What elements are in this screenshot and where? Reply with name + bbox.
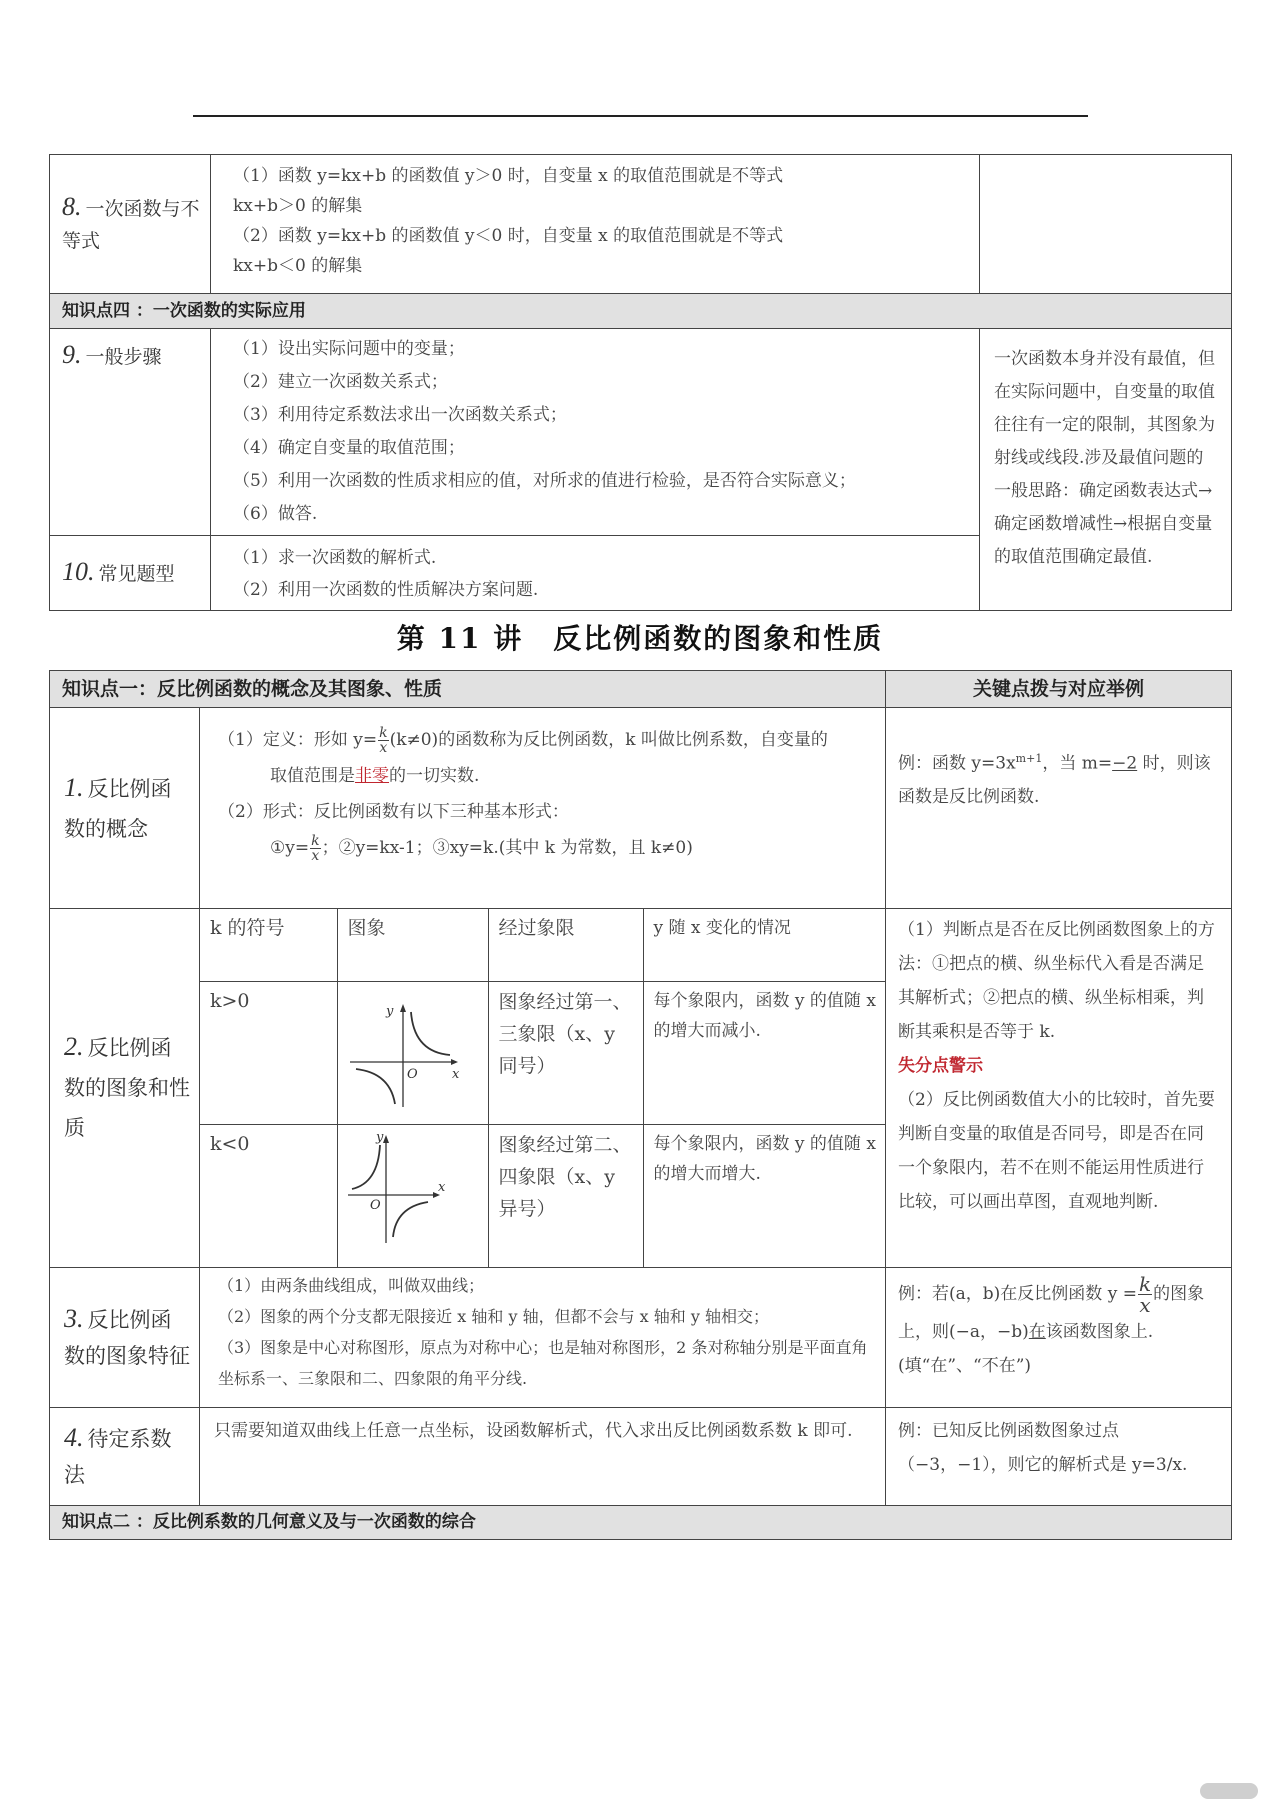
side-header: 关键点拨与对应举例 xyxy=(886,671,1232,708)
row-content-10: （1）求一次函数的解析式. （2）利用一次函数的性质解决方案问题. xyxy=(211,536,980,611)
svg-text:x: x xyxy=(451,1066,459,1082)
step: （1）设出实际问题中的变量； xyxy=(233,339,465,359)
row-content-3: （1）由两条曲线组成，叫做双曲线； （2）图象的两个分支都无限接近 x 轴和 y 轴，但都不会与 x 轴和 y 轴相交； （3）图象是中心对称图形，原点为对称中心；也是轴对称图形，2 条对称轴分别是平面直角坐标系一、三象限和二、四象限的角平分线. xyxy=(200,1267,886,1407)
row-note-8 xyxy=(980,155,1232,294)
head-change: y 随 x 变化的情况 xyxy=(643,909,886,981)
svg-text:y: y xyxy=(385,1003,393,1019)
row-content-8: （1）函数 y=kx+b 的函数值 y＞0 时，自变量 x 的取值范围就是不等式 kx+b＞0 的解集 （2）函数 y=kx+b 的函数值 y＜0 时，自变量 x 的取值范围就是不等式 kx+b＜0 的解集 xyxy=(211,155,980,294)
linear-function-table xyxy=(49,154,1232,611)
nonzero-highlight: 非零 xyxy=(355,766,389,786)
step: （4）确定自变量的取值范围； xyxy=(233,438,465,458)
k-negative: k<0 xyxy=(200,1124,337,1267)
row-note-9: 一次函数本身并没有最值，但在实际问题中，自变量的取值往往有一定的限制，其图象为射线或线段.涉及最值问题的一般思路：确定函数表达式→确定函数增减性→根据自变量的取值范围确定最值. xyxy=(980,329,1232,611)
quadrant-positive: 图象经过第一、三象限（x、y 同号） xyxy=(488,981,643,1124)
section-header-2: 知识点二 ：反比例系数的几何意义及与一次函数的综合 xyxy=(50,1505,1232,1539)
head-k: k 的符号 xyxy=(200,909,337,981)
row-label-3: 3. 反比例函数的图象特征 xyxy=(50,1267,200,1407)
scrollbar-indicator[interactable] xyxy=(1200,1783,1258,1799)
step: （5）利用一次函数的性质求相应的值，对所求的值进行检验，是否符合实际意义； xyxy=(233,471,856,491)
hyperbola-negative-graph xyxy=(338,1125,489,1258)
forms-line: ①y= $\frac{k}{x}$ ；②y=kx-1；③xy=k.(其中 k 为常数，且 k≠0) xyxy=(270,833,693,864)
fraction: $\frac{k}{x}$ xyxy=(379,725,388,756)
inverse-function-table xyxy=(49,670,1232,1540)
change-negative: 每个象限内，函数 y 的值随 x 的增大而增大. xyxy=(643,1124,886,1267)
domain-line: 取值范围是非零的一切实数. xyxy=(270,766,480,786)
row-label-9: 9. 一般步骤 xyxy=(50,329,211,536)
fraction: $\frac{k}{x}$ xyxy=(1138,1271,1152,1317)
head-quadrant: 经过象限 xyxy=(488,909,643,981)
row-label-10: 10. 常见题型 xyxy=(50,536,211,611)
row-content-4: 只需要知道双曲线上任意一点坐标，设函数解析式，代入求出反比例函数系数 k 即可. xyxy=(200,1407,886,1505)
row-content-1: （1）定义：形如 y= $\frac{k}{x}$ (k≠0)的函数称为反比例函数，k 叫做比例系数，自变量的 取值范围是非零的一切实数. （2）形式：反比例函数有以下三种基本形式： ①y= $\frac{k}{x}$ ；②y=kx-1；③xy=k.(其中 k 为常数，且 k≠0) xyxy=(200,708,886,909)
definition-line: （1）定义：形如 y= $\frac{k}{x}$ (k≠0)的函数称为反比例函数，k 叫做比例系数，自变量的 xyxy=(218,725,828,756)
graph-negative xyxy=(337,1124,488,1267)
svg-text:O: O xyxy=(406,1066,418,1082)
section-header-1: 知识点一：反比例函数的概念及其图象、性质 xyxy=(50,671,886,708)
row-label-8: 8. 一次函数与不等式 xyxy=(50,155,211,294)
property-cell xyxy=(200,909,886,1268)
fraction: $\frac{k}{x}$ xyxy=(311,833,320,864)
quadrant-negative: 图象经过第二、四象限（x、y 异号） xyxy=(488,1124,643,1267)
k-positive: k>0 xyxy=(200,981,337,1124)
hyperbola-positive-graph xyxy=(338,982,489,1115)
property-table xyxy=(200,909,886,1267)
header-rule xyxy=(193,115,1088,117)
row-content-9 xyxy=(211,329,980,536)
row-note-2: （1）判断点是否在反比例函数图象上的方法：①把点的横、纵坐标代入看是否满足其解析式；②把点的横、纵坐标相乘，判断其乘积是否等于 k. 失分点警示 （2）反比例函数值大小的比较时，首先要判断自变量的取值是否同号，即是否在同一个象限内，若不在则不能运用性质进行比较，可以画出草图，直观地判断. xyxy=(886,909,1232,1268)
step: （6）做答. xyxy=(233,504,318,524)
graph-positive xyxy=(337,981,488,1124)
svg-text:y: y xyxy=(375,1129,383,1145)
row-label-4: 4. 待定系数法 xyxy=(50,1407,200,1505)
warning-label: 失分点警示 xyxy=(898,1056,984,1076)
row-example-3: 例：若(a，b)在反比例函数 y = $\frac{k}{x}$ 的图象上，则(−a，−b)在该函数图象上.(填“在”、“不在”) xyxy=(886,1267,1232,1407)
row-example-4: 例：已知反比例函数图象过点（−3，−1），则它的解析式是 y=3/x. xyxy=(886,1407,1232,1505)
row-label-1: 1. 反比例函数的概念 xyxy=(50,708,200,909)
svg-text:O: O xyxy=(369,1197,381,1213)
row-label-2: 2. 反比例函数的图象和性质 xyxy=(50,909,200,1268)
change-positive: 每个象限内，函数 y 的值随 x 的增大而减小. xyxy=(643,981,886,1124)
svg-text:x: x xyxy=(437,1179,445,1195)
section-header-4: 知识点四 ：一次函数的实际应用 xyxy=(50,294,1232,329)
step: （3）利用待定系数法求出一次函数关系式； xyxy=(233,405,567,425)
lecture-title: 第 11 讲 反比例函数的图象和性质 xyxy=(396,622,884,655)
head-graph: 图象 xyxy=(337,909,488,981)
row-example-1: 例：函数 $y=3x^{m+1}$，当 m=−2 时，则该函数是反比例函数. xyxy=(886,708,1232,909)
step: （2）建立一次函数关系式； xyxy=(233,372,448,392)
